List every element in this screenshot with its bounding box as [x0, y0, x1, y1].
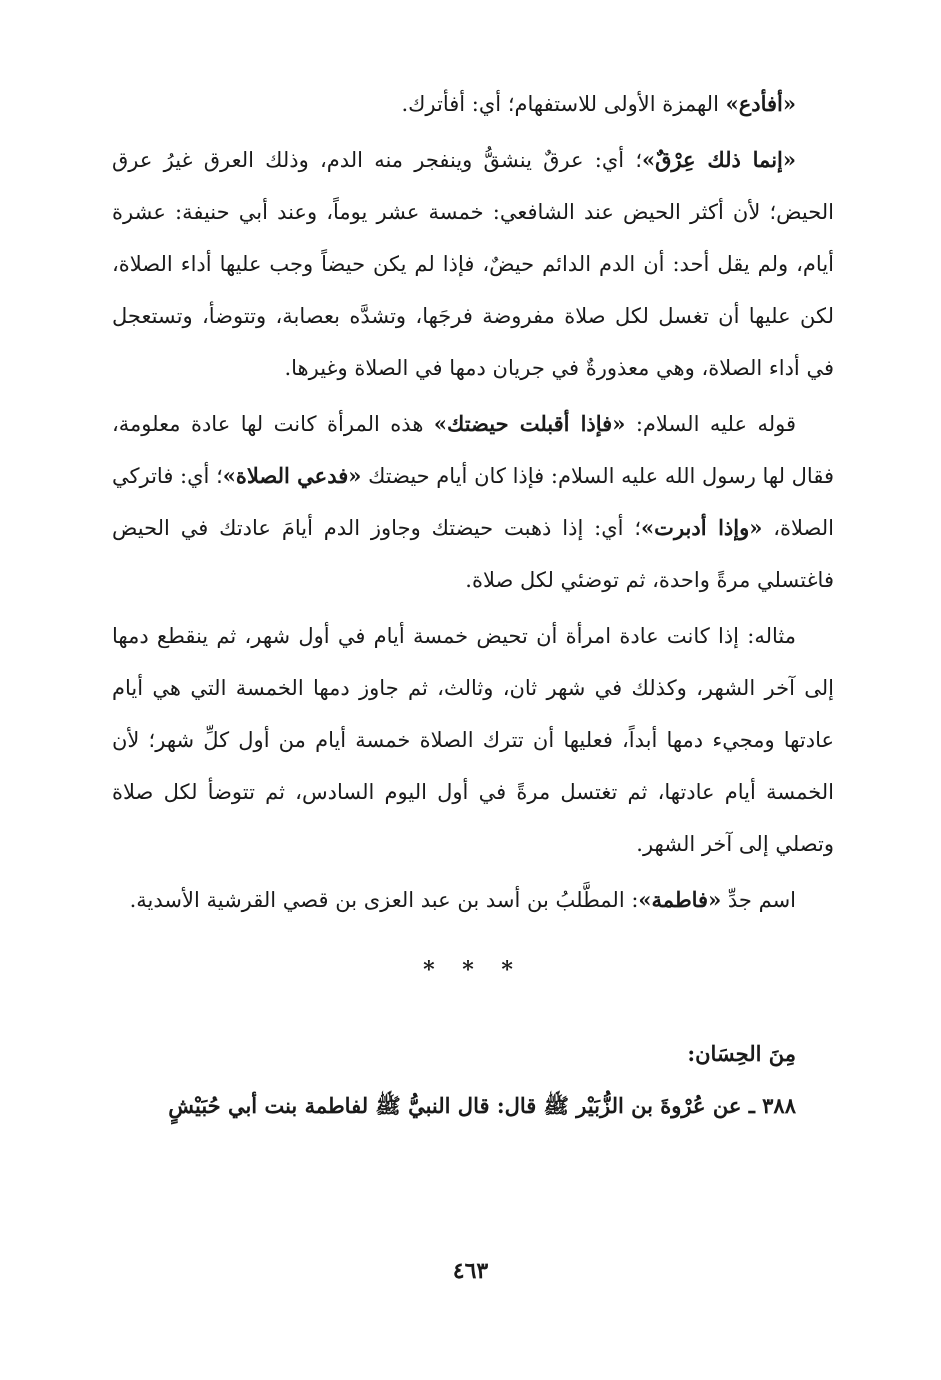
- paragraph-irq: [112, 134, 834, 394]
- quoted-term: «فاطمة»: [638, 887, 722, 912]
- section-heading: مِنَ الحِسَان:: [687, 1041, 796, 1066]
- paragraph-text: قوله عليه السلام:: [625, 412, 797, 436]
- paragraph-text: ؛ أي: عرقٌ ينشقُّ وينفجر منه الدم، وذلك العرق غيرُ عرق الحيض؛ لأن أكثر الحيض عند الشافعي: خمسة عشر يوماً، وعند أبي حنيفة: عشرة أيام، ولم يقل أحد: أن الدم الدائم حيضٌ، فإذا لم يكن حيضاً وجب عليها أداء الصلاة، لكن عليها أن تغسل لكل صلاة مفروضة فرجَها، وتشدَّه بعصابة، وتتوضأ، وتستعجل في أداء الصلاة، وهي معذورةٌ في جريان دمها في الصلاة وغيرها.: [112, 148, 834, 380]
- paragraph-text: هذه المرأة كانت لها عادة معلومة، فقال لها رسول الله عليه السلام: فإذا كان أيام حيضتك: [112, 412, 834, 488]
- quoted-term: «أفأدع»: [725, 91, 796, 116]
- paragraph-text: الهمزة الأولى للاستفهام؛ أي: أفأترك.: [401, 92, 726, 116]
- paragraph-example: [112, 610, 834, 870]
- quoted-term: «إنما ذلك عِرْقٌ»: [642, 147, 797, 172]
- paragraph-text: : المطَّلبُ بن أسد بن عبد العزى بن قصي القرشية الأسدية.: [129, 888, 639, 912]
- paragraph-hayda: [112, 398, 834, 606]
- paragraph-text: ؛ أي: إذا ذهبت حيضتك وجاوز الدم أيامَ عادتك في الحيض فاغتسلي مرةً واحدة، ثم توضئي لكل صلاة.: [112, 516, 834, 592]
- paragraph-text: ؛ أي: فاتركي الصلاة،: [112, 464, 834, 540]
- section-separator: * * *: [423, 957, 523, 983]
- quoted-term: «وإذا أدبرت»: [641, 515, 763, 540]
- paragraph-text: مثاله: إذا كانت عادة امرأة أن تحيض خمسة أيام في أول شهر، ثم ينقطع دمها إلى آخر الشهر، وكذلك في شهر ثان، وثالث، ثم جاوز دمها الخمسة التي هي أيام عادتها ومجيء دمها أبداً، فعليها أن تترك الصلاة خمسة أيام من أول كلِّ شهر؛ لأن الخمسة أيام عادتها، ثم تغتسل مرةً في أول اليوم السادس، ثم تتوضأ لكل صلاة وتصلي إلى آخر الشهر.: [112, 624, 834, 856]
- page-number: ٤٦٣: [452, 1258, 489, 1284]
- page-body: [112, 78, 834, 1132]
- paragraph-text: اسم جدِّ: [721, 888, 796, 912]
- paragraph-fatima-grandfather: [112, 874, 834, 926]
- paragraph-afa-ada: [112, 78, 834, 130]
- quoted-term: «فإذا أقبلت حيضتك»: [433, 411, 626, 436]
- quoted-term: «فدعي الصلاة»: [222, 463, 362, 488]
- hadith-start: ٣٨٨ ـ عن عُرْوةَ بن الزُّبَيْر ﷺ قال: قال النبيُّ ﷺ لفاطمة بنت أبي حُبَيْشٍ: [168, 1093, 796, 1118]
